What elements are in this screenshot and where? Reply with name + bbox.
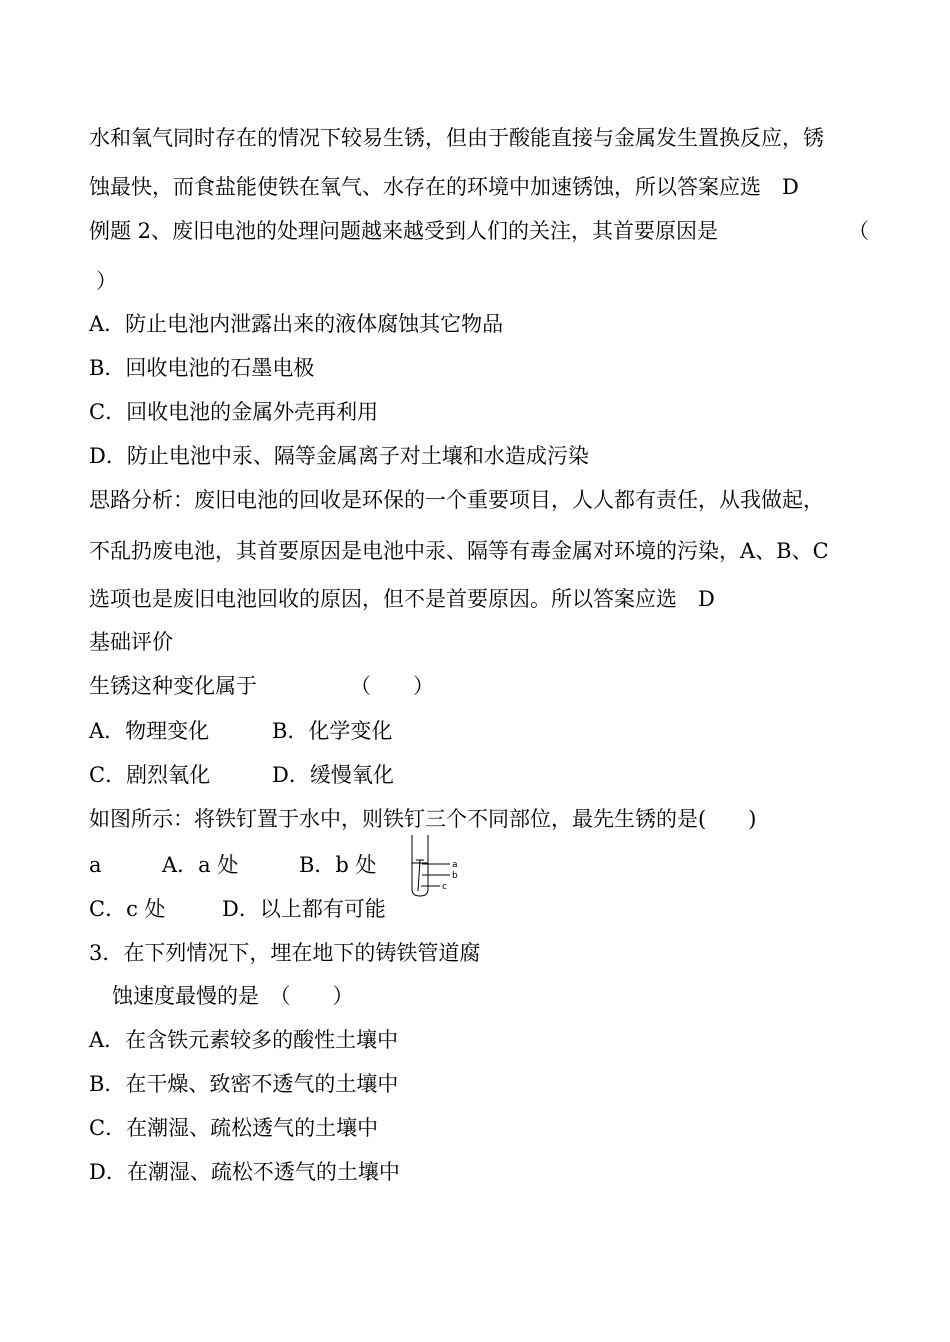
option-d: D．防止电池中汞、隔等金属离子对土壤和水造成污染 xyxy=(89,444,589,468)
line-prefix: a xyxy=(89,853,102,877)
option-b: B．在干燥、致密不透气的土壤中 xyxy=(89,1072,399,1096)
nail-in-test-tube-figure xyxy=(408,833,464,899)
answer-paren: （ ） xyxy=(350,674,434,698)
option-b: B．回收电池的石墨电极 xyxy=(89,356,315,380)
option-a: A．防止电池内泄露出来的液体腐蚀其它物品 xyxy=(89,312,504,336)
question-text: 如图所示：将铁钉置于水中，则铁钉三个不同部位，最先生锈的是( ) xyxy=(89,807,757,831)
question-text: 3．在下列情况下，埋在地下的铸铁管道腐 xyxy=(89,941,481,965)
option-c: C．剧烈氧化 xyxy=(89,763,211,787)
section-title: 基础评价 xyxy=(89,630,173,654)
option-a: A．在含铁元素较多的酸性土壤中 xyxy=(89,1028,399,1052)
question-text: 蚀速度最慢的是 （ ） xyxy=(112,984,354,1008)
option-d: D．在潮湿、疏松不透气的土壤中 xyxy=(89,1160,400,1184)
option-d: D．缓慢氧化 xyxy=(272,763,394,787)
answer-paren-open: （ xyxy=(848,219,869,243)
option-b: B．化学变化 xyxy=(272,719,393,743)
nail-shaft xyxy=(418,860,420,891)
option-a: A．物理变化 xyxy=(89,719,210,743)
analysis-line: 选项也是废旧电池回收的原因，但不是首要原因。所以答案应选 D xyxy=(89,587,715,611)
option-c: C．回收电池的金属外壳再利用 xyxy=(89,400,379,424)
option-c: C．c 处 xyxy=(89,897,166,921)
option-a: A．a 处 xyxy=(162,853,239,877)
option-d: D．以上都有可能 xyxy=(222,897,386,921)
text-line: 蚀最快，而食盐能使铁在氧气、水存在的环境中加速锈蚀，所以答案应选 D xyxy=(89,175,799,199)
analysis-line: 不乱扔废电池，其首要原因是电池中汞、隔等有毒金属对环境的污染，A、B、C xyxy=(89,539,829,563)
answer-paren-close: ） xyxy=(96,269,117,293)
question-text: 例题 2、废旧电池的处理问题越来越受到人们的关注，其首要原因是 xyxy=(89,219,719,243)
label-a: a xyxy=(452,860,458,870)
question-text: 生锈这种变化属于 xyxy=(89,674,257,698)
analysis-line: 思路分析：废旧电池的回收是环保的一个重要项目，人人都有责任，从我做起， xyxy=(89,488,824,512)
text-line: 水和氧气同时存在的情况下较易生锈，但由于酸能直接与金属发生置换反应，锈 xyxy=(89,126,824,150)
option-c: C．在潮湿、疏松透气的土壤中 xyxy=(89,1116,379,1140)
label-c: c xyxy=(442,882,447,892)
option-b: B．b 处 xyxy=(299,853,377,877)
label-b: b xyxy=(452,871,458,881)
